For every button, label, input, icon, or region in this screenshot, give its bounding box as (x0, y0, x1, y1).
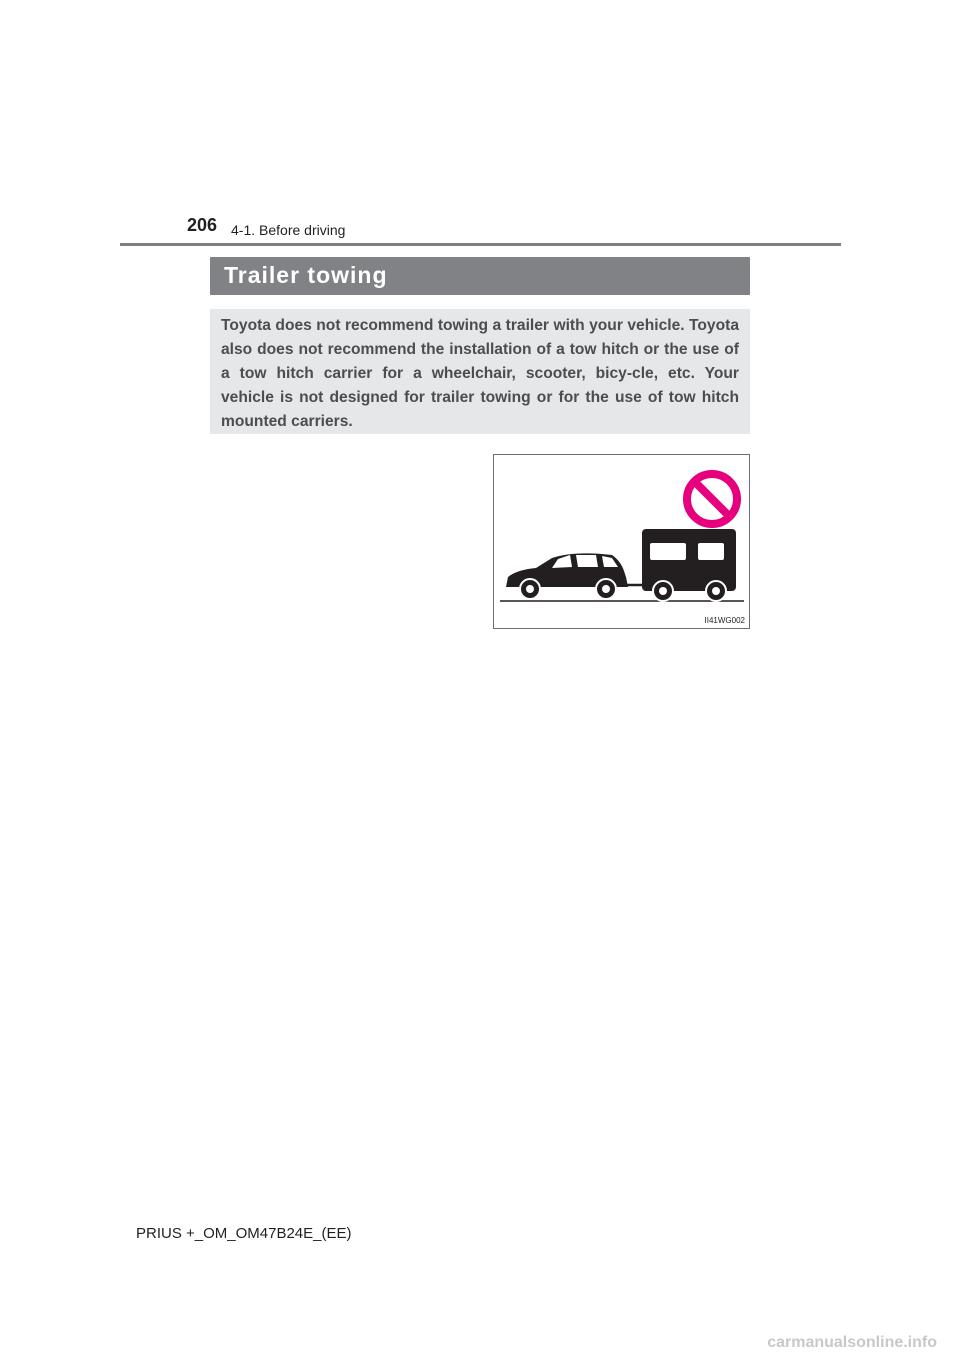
towing-illustration-graphic (494, 455, 749, 628)
intro-text: Toyota does not recommend towing a trailer with your vehicle. Toyota also does not recommend the installation of a tow hitch or the use of a tow hitch carrier for a wheelchair, scooter, bicy-cle, etc. Your vehicle is not designed for trailer towing or for the use of tow hitch mounted carriers. (221, 317, 739, 430)
section-label: 4-1. Before driving (231, 222, 346, 238)
header-divider (120, 243, 841, 246)
watermark: carmanualsonline.info (767, 1334, 937, 1351)
document-code: PRIUS +_OM_OM47B24E_(EE) (136, 1225, 352, 1242)
figure-code: II41WG002 (704, 616, 745, 625)
page-number: 206 (187, 215, 218, 235)
towing-illustration (493, 454, 750, 629)
trailer-icon (642, 529, 736, 601)
prohibited-icon (687, 474, 737, 524)
section-title: Trailer towing (224, 262, 388, 288)
intro-box (210, 309, 750, 434)
section-title-bar (210, 257, 750, 295)
car-icon (506, 553, 628, 599)
